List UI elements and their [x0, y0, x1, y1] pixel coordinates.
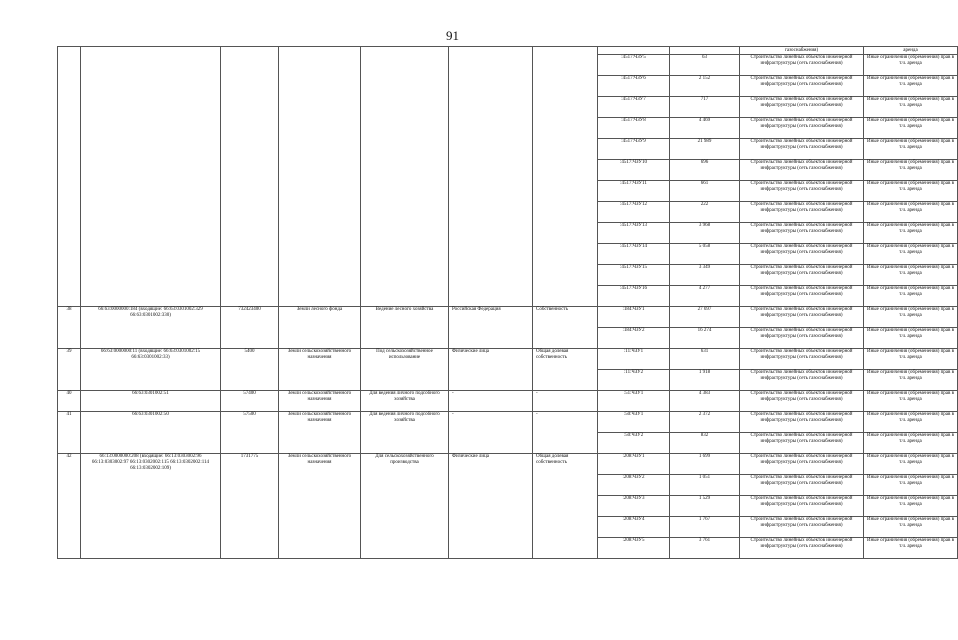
cell-encumbrance: Иные ограничения (обременения) прав в т.ч. аренда [864, 285, 958, 306]
cell-encumbrance: Иные ограничения (обременения) прав в т.ч. аренда [864, 201, 958, 222]
cell-purpose: Строительство линейных объектов инженерной инфраструктуры (сеть газоснабжения) [740, 96, 864, 117]
cell-part-code: :4517:ЧЗУ12 [598, 201, 670, 222]
land-plots-table [57, 46, 958, 559]
cell-purpose: Строительство линейных объектов инженерной инфраструктуры (сеть газоснабжения) [740, 453, 864, 474]
cell-purpose: Строительство линейных объектов инженерной инфраструктуры (сеть газоснабжения) [740, 432, 864, 453]
cell-cadastral [81, 47, 221, 307]
cell-encumbrance: Иные ограничения (обременения) прав в т.ч. аренда [864, 96, 958, 117]
cell-encumbrance: Иные ограничения (обременения) прав в т.ч. аренда [864, 495, 958, 516]
cell-purpose: Строительство линейных объектов инженерной инфраструктуры (сеть газоснабжения) [740, 348, 864, 369]
cell-area-total: 57400 [221, 390, 279, 411]
cell-right-type: Собственность [533, 306, 598, 348]
cell-purpose: Строительство линейных объектов инженерной инфраструктуры (сеть газоснабжения) [740, 201, 864, 222]
cell-part-code: :4517:ЧЗУ11 [598, 180, 670, 201]
cell-part-code: :4517:ЧЗУ5 [598, 54, 670, 75]
cell-part-code: :11:ЧЗУ2 [598, 369, 670, 390]
cell-part-code: :208:ЧЗУ2 [598, 474, 670, 495]
cell-part-area: 5 058 [670, 243, 740, 264]
cell-part-area: 21 989 [670, 138, 740, 159]
cell-right-type [533, 47, 598, 307]
cell-num: 42 [58, 453, 81, 558]
cell-encumbrance: Иные ограничения (обременения) прав в т.ч. аренда [864, 159, 958, 180]
cell-encumbrance: Иные ограничения (обременения) прав в т.ч. аренда [864, 117, 958, 138]
cell-part-area: 717 [670, 96, 740, 117]
cell-num: 41 [58, 411, 81, 453]
cell-category: Земли лесного фонда [279, 306, 361, 348]
cell-purpose: Строительство линейных объектов инженерной инфраструктуры (сеть газоснабжения) [740, 495, 864, 516]
cell-right-type: - [533, 411, 598, 453]
cell-area-total: 732423400 [221, 306, 279, 348]
cell-encumbrance: Иные ограничения (обременения) прав в т.ч. аренда [864, 369, 958, 390]
cell-purpose: Строительство линейных объектов инженерной инфраструктуры (сеть газоснабжения) [740, 411, 864, 432]
cell-purpose: Строительство линейных объектов инженерной инфраструктуры (сеть газоснабжения) [740, 285, 864, 306]
cell-cadastral: 66:63:0000000:11 (входящие: 66:63:0301002:15 66:63:0301002:33) [81, 348, 221, 390]
cell-purpose: Строительство линейных объектов инженерной инфраструктуры (сеть газоснабжения) [740, 117, 864, 138]
cell-area-total: 57500 [221, 411, 279, 453]
cell-part-code: :4517:ЧЗУ8 [598, 117, 670, 138]
cell-purpose: Строительство линейных объектов инженерной инфраструктуры (сеть газоснабжения) [740, 75, 864, 96]
cell-owner [449, 47, 533, 307]
cell-permitted-use: Для ведения личного подсобного хозяйства [361, 390, 449, 411]
cell-part-area: 2 152 [670, 75, 740, 96]
table-row [58, 306, 958, 327]
table-row [58, 348, 958, 369]
cell-category: Земли сельскохозяйственного назначения [279, 411, 361, 453]
cell-part-area [670, 47, 740, 55]
cell-part-code: :4517:ЧЗУ6 [598, 75, 670, 96]
cell-part-code [598, 47, 670, 55]
cell-purpose: Строительство линейных объектов инженерной инфраструктуры (сеть газоснабжения) [740, 138, 864, 159]
cell-purpose: Строительство линейных объектов инженерной инфраструктуры (сеть газоснабжения) [740, 306, 864, 327]
cell-part-area: 2 372 [670, 411, 740, 432]
cell-encumbrance: Иные ограничения (обременения) прав в т.ч. аренда [864, 243, 958, 264]
cell-part-area: 1 699 [670, 453, 740, 474]
cell-part-code: :11:ЧЗУ1 [598, 348, 670, 369]
cell-cadastral: 66:63:0000000:184 (входящие: 66:63:0301002:329 66:63:0301002:330) [81, 306, 221, 348]
cell-part-code: :4517:ЧЗУ14 [598, 243, 670, 264]
cell-right-type: Общая долевая собственность [533, 453, 598, 558]
cell-area-total [221, 47, 279, 307]
cell-purpose: Строительство линейных объектов инженерной инфраструктуры (сеть газоснабжения) [740, 474, 864, 495]
cell-encumbrance: Иные ограничения (обременения) прав в т.ч. аренда [864, 138, 958, 159]
cell-owner: Физические лица [449, 348, 533, 390]
cell-owner: Российская Федерация [449, 306, 533, 348]
cell-encumbrance: Иные ограничения (обременения) прав в т.ч. аренда [864, 390, 958, 411]
cell-part-area: 27 697 [670, 306, 740, 327]
cell-encumbrance: Иные ограничения (обременения) прав в т.ч. аренда [864, 222, 958, 243]
cell-purpose: Строительство линейных объектов инженерной инфраструктуры (сеть газоснабжения) [740, 264, 864, 285]
cell-part-code: :4517:ЧЗУ9 [598, 138, 670, 159]
cell-owner: - [449, 411, 533, 453]
cell-purpose: Строительство линейных объектов инженерной инфраструктуры (сеть газоснабжения) [740, 180, 864, 201]
cell-part-area: 661 [670, 180, 740, 201]
cell-permitted-use: Для сельскохозяйственного производства [361, 453, 449, 558]
cell-part-code: :208:ЧЗУ4 [598, 516, 670, 537]
cell-part-code: :208:ЧЗУ1 [598, 453, 670, 474]
cell-encumbrance: Иные ограничения (обременения) прав в т.ч. аренда [864, 348, 958, 369]
cell-part-area: 4 383 [670, 390, 740, 411]
cell-part-code: :4517:ЧЗУ7 [598, 96, 670, 117]
cell-purpose: Строительство линейных объектов инженерной инфраструктуры (сеть газоснабжения) [740, 537, 864, 558]
table-row [58, 411, 958, 432]
table-row [58, 390, 958, 411]
cell-num: 40 [58, 390, 81, 411]
cell-permitted-use [361, 47, 449, 307]
cell-encumbrance: Иные ограничения (обременения) прав в т.ч. аренда [864, 264, 958, 285]
cell-encumbrance: Иные ограничения (обременения) прав в т.ч. аренда [864, 474, 958, 495]
table-row [58, 453, 958, 474]
cell-encumbrance: Иные ограничения (обременения) прав в т.ч. аренда [864, 516, 958, 537]
cell-purpose: Строительство линейных объектов инженерной инфраструктуры (сеть газоснабжения) [740, 159, 864, 180]
cell-category: Земли сельскохозяйственного назначения [279, 453, 361, 558]
cell-encumbrance: Иные ограничения (обременения) прав в т.ч. аренда [864, 453, 958, 474]
cell-encumbrance: Иные ограничения (обременения) прав в т.ч. аренда [864, 432, 958, 453]
cell-part-code: :4517:ЧЗУ15 [598, 264, 670, 285]
cell-encumbrance: аренда [864, 47, 958, 55]
cell-category [279, 47, 361, 307]
cell-cadastral: 66:13:0000000:208 (входящие: 66:13:0303002:96 66:13:0303002:97 66:13:0302002:115 66:13:0302002:114 66:13:0302002:109) [81, 453, 221, 558]
cell-part-area: 3 761 [670, 537, 740, 558]
cell-part-area: 832 [670, 432, 740, 453]
cell-permitted-use: Ведение лесного хозяйства [361, 306, 449, 348]
cell-purpose: Строительство линейных объектов инженерной инфраструктуры (сеть газоснабжения) [740, 327, 864, 348]
cell-part-area: 1 767 [670, 516, 740, 537]
cell-right-type: - [533, 390, 598, 411]
cell-owner: Физические лица [449, 453, 533, 558]
table-row [58, 47, 958, 55]
cell-encumbrance: Иные ограничения (обременения) прав в т.ч. аренда [864, 180, 958, 201]
cell-encumbrance: Иные ограничения (обременения) прав в т.ч. аренда [864, 306, 958, 327]
cell-owner: - [449, 390, 533, 411]
cell-part-area: 3 349 [670, 264, 740, 285]
cell-purpose: газоснабжения) [740, 47, 864, 55]
cell-part-code: :184:ЧЗУ2 [598, 327, 670, 348]
cell-num: 38 [58, 306, 81, 348]
cell-purpose: Строительство линейных объектов инженерной инфраструктуры (сеть газоснабжения) [740, 54, 864, 75]
cell-part-code: :4517:ЧЗУ16 [598, 285, 670, 306]
cell-purpose: Строительство линейных объектов инженерной инфраструктуры (сеть газоснабжения) [740, 222, 864, 243]
cell-part-area: 1 051 [670, 474, 740, 495]
cell-cadastral: 66:63:0301002:50 [81, 411, 221, 453]
cell-purpose: Строительство линейных объектов инженерной инфраструктуры (сеть газоснабжения) [740, 369, 864, 390]
cell-right-type: Общая долевая собственность [533, 348, 598, 390]
cell-part-area: 3 968 [670, 222, 740, 243]
cell-part-area: 696 [670, 159, 740, 180]
cell-encumbrance: Иные ограничения (обременения) прав в т.ч. аренда [864, 537, 958, 558]
cell-part-area: 16 274 [670, 327, 740, 348]
cell-encumbrance: Иные ограничения (обременения) прав в т.ч. аренда [864, 54, 958, 75]
cell-permitted-use: Под сельскохозяйственное использование [361, 348, 449, 390]
page-number: 91 [446, 28, 459, 43]
cell-category: Земли сельскохозяйственного назначения [279, 348, 361, 390]
cell-purpose: Строительство линейных объектов инженерной инфраструктуры (сеть газоснабжения) [740, 516, 864, 537]
cell-area-total: 5400 [221, 348, 279, 390]
cell-part-area: 1 529 [670, 495, 740, 516]
cell-part-area: 4 469 [670, 117, 740, 138]
cell-part-area: 1 918 [670, 369, 740, 390]
cell-part-code: :4517:ЧЗУ10 [598, 159, 670, 180]
cell-permitted-use: Для ведения личного подсобного хозяйства [361, 411, 449, 453]
cell-encumbrance: Иные ограничения (обременения) прав в т.ч. аренда [864, 411, 958, 432]
cell-part-code: :4517:ЧЗУ13 [598, 222, 670, 243]
cell-encumbrance: Иные ограничения (обременения) прав в т.ч. аренда [864, 327, 958, 348]
cell-num [58, 47, 81, 307]
cell-part-code: :208:ЧЗУ3 [598, 495, 670, 516]
cell-category: Земли сельскохозяйственного назначения [279, 390, 361, 411]
cell-part-area: 63 [670, 54, 740, 75]
cell-part-code: :208:ЧЗУ5 [598, 537, 670, 558]
cell-part-code: :50:ЧЗУ1 [598, 411, 670, 432]
cell-part-code: :50:ЧЗУ2 [598, 432, 670, 453]
cell-part-area: 222 [670, 201, 740, 222]
cell-encumbrance: Иные ограничения (обременения) прав в т.ч. аренда [864, 75, 958, 96]
cell-part-area: 631 [670, 348, 740, 369]
cell-purpose: Строительство линейных объектов инженерной инфраструктуры (сеть газоснабжения) [740, 243, 864, 264]
cell-part-code: :184:ЧЗУ1 [598, 306, 670, 327]
cell-area-total: 1731775 [221, 453, 279, 558]
cell-num: 39 [58, 348, 81, 390]
cell-purpose: Строительство линейных объектов инженерной инфраструктуры (сеть газоснабжения) [740, 390, 864, 411]
cell-part-code: :51:ЧЗУ1 [598, 390, 670, 411]
cell-part-area: 4 277 [670, 285, 740, 306]
cell-cadastral: 66:63:0301002:51 [81, 390, 221, 411]
